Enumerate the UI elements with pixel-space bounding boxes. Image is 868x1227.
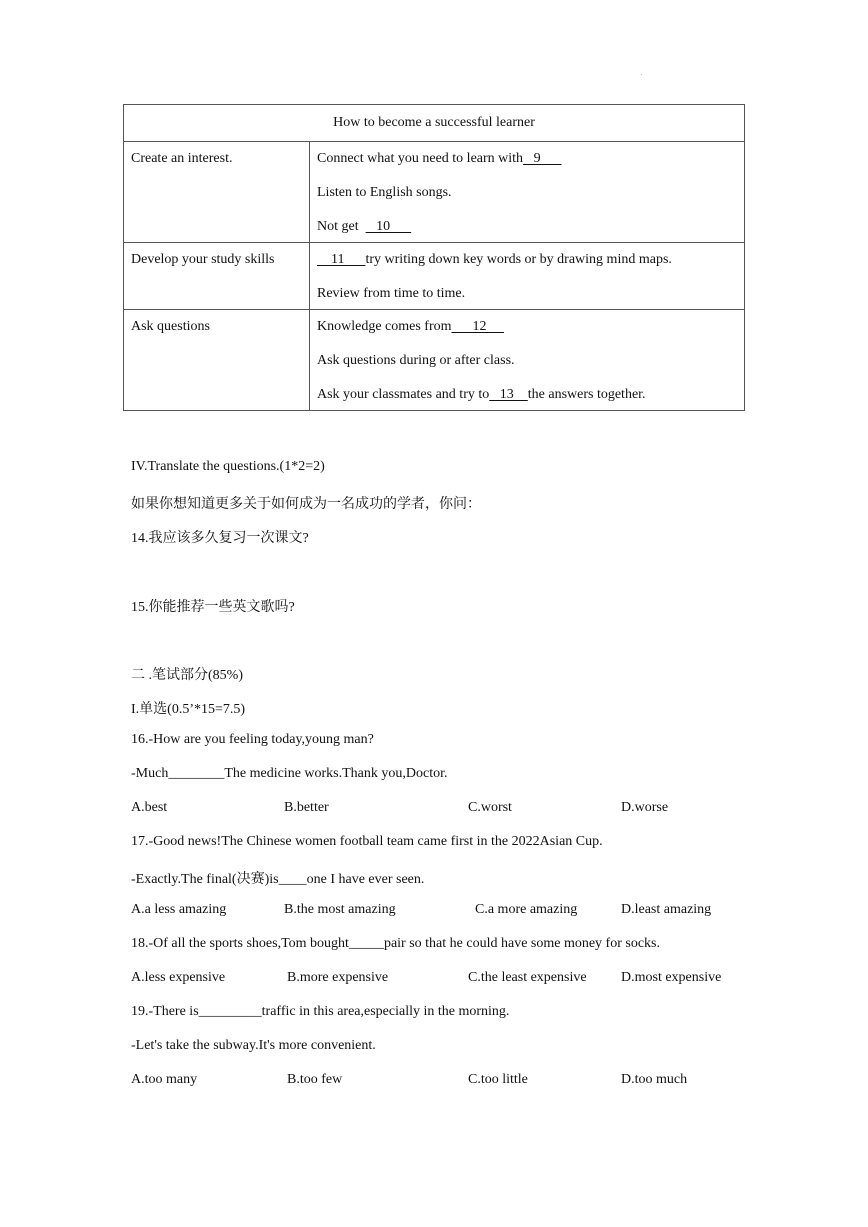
section-intro: 如果你想知道更多关于如何成为一名成功的学者，你问： <box>131 497 481 512</box>
option-d[interactable]: D.most expensive <box>621 970 722 985</box>
table-row <box>124 243 745 310</box>
question-15: 15.你能推荐一些英文歌吗? <box>131 600 295 615</box>
question-18-line: 18.-Of all the sports shoes,Tom bought_____pair so that he could have some money for socks. <box>131 936 660 951</box>
blank-9[interactable]: 9 <box>523 151 562 166</box>
scan-speck <box>641 74 642 75</box>
question-17-line: 17.-Good news!The Chinese women football team came first in the 2022Asian Cup. <box>131 834 603 849</box>
blank-10[interactable]: 10 <box>365 219 412 234</box>
answer-blank[interactable]: ________ <box>168 766 225 781</box>
option-a[interactable]: A.a less amazing <box>131 902 227 917</box>
content-line: Knowledge comes from 12 <box>317 319 505 334</box>
table-row <box>124 142 745 243</box>
table-row <box>124 310 745 411</box>
question-16-line: 16.-How are you feeling today,young man? <box>131 732 374 747</box>
option-b[interactable]: B.too few <box>287 1072 343 1087</box>
option-d[interactable]: D.worse <box>621 800 669 815</box>
row-label: Create an interest. <box>124 142 310 243</box>
option-c[interactable]: C.a more amazing <box>475 902 578 917</box>
question-19-line: 19.-There is_________traffic in this area,especially in the morning. <box>131 1004 510 1019</box>
option-d[interactable]: D.too much <box>621 1072 688 1087</box>
content-line: Review from time to time. <box>317 286 466 301</box>
content-line: Connect what you need to learn with 9 <box>317 151 562 166</box>
row-label: Ask questions <box>124 310 310 411</box>
row-content <box>310 243 745 310</box>
row-label: Develop your study skills <box>124 243 310 310</box>
question-14: 14.我应该多久复习一次课文? <box>131 531 309 546</box>
option-c[interactable]: C.worst <box>468 800 512 815</box>
row-content <box>310 310 745 411</box>
option-a[interactable]: A.less expensive <box>131 970 226 985</box>
option-b[interactable]: B.the most amazing <box>284 902 396 917</box>
content-line: Ask questions during or after class. <box>317 353 515 368</box>
answer-blank[interactable]: _____ <box>348 936 384 951</box>
blank-11[interactable]: 11 <box>317 252 366 267</box>
content-line: Listen to English songs. <box>317 185 452 200</box>
learner-table <box>123 104 745 411</box>
part-title: 二 .笔试部分(85%) <box>131 668 243 683</box>
answer-blank[interactable]: ____ <box>278 872 307 887</box>
section-title: IV.Translate the questions.(1*2=2) <box>131 459 325 474</box>
option-b[interactable]: B.better <box>284 800 329 815</box>
table-title: How to become a successful learner <box>124 105 745 142</box>
blank-13[interactable]: 13 <box>489 387 528 402</box>
option-a[interactable]: A.too many <box>131 1072 198 1087</box>
blank-12[interactable]: 12 <box>451 319 505 334</box>
option-b[interactable]: B.more expensive <box>287 970 389 985</box>
part-subtitle: I.单选(0.5’*15=7.5) <box>131 702 246 717</box>
question-19-line: -Let's take the subway.It's more convenient. <box>131 1038 376 1053</box>
option-d[interactable]: D.least amazing <box>621 902 712 917</box>
row-content <box>310 142 745 243</box>
question-17-line: -Exactly.The final(决赛)is____one I have ever seen. <box>131 872 425 887</box>
content-line: 11 try writing down key words or by drawing mind maps. <box>317 252 672 267</box>
option-a[interactable]: A.best <box>131 800 168 815</box>
content-line: Ask your classmates and try to 13 the answers together. <box>317 387 646 402</box>
content-line: Not get 10 <box>317 219 412 234</box>
answer-blank[interactable]: _________ <box>198 1004 262 1019</box>
question-16-line: -Much________The medicine works.Thank you,Doctor. <box>131 766 448 781</box>
option-c[interactable]: C.too little <box>468 1072 528 1087</box>
option-c[interactable]: C.the least expensive <box>468 970 587 985</box>
